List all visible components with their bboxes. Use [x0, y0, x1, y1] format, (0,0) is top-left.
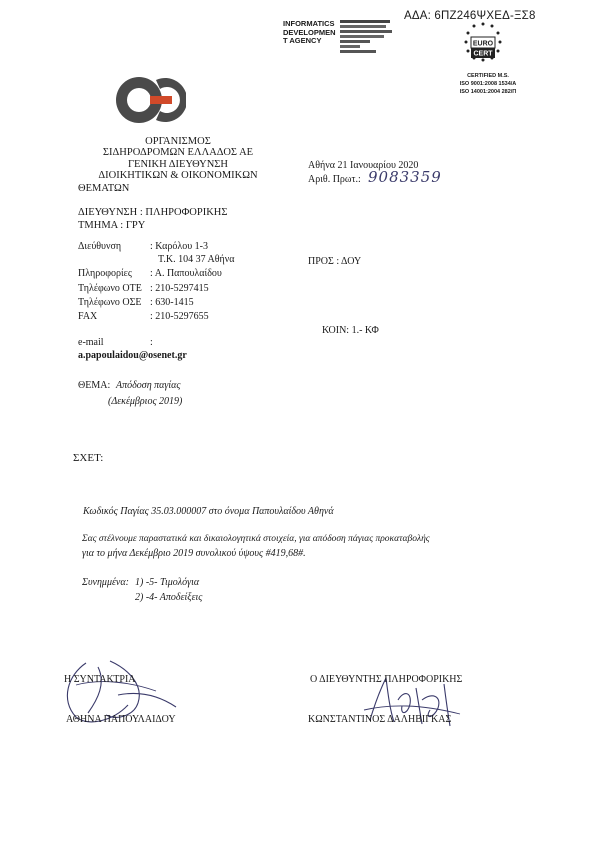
email-colon: : — [150, 337, 153, 348]
subject-line-2: (Δεκέμβριος 2019) — [108, 396, 183, 407]
protocol-number: 9083359 — [368, 168, 442, 186]
organisation-header — [78, 136, 278, 182]
email-label: e-mail — [78, 337, 104, 348]
address-value: : Καρόλου 1-3 — [150, 241, 208, 252]
org-line-3: ΓΕΝΙΚΗ ΔΙΕΥΘΥΝΣΗ — [127, 158, 228, 170]
attachment-1: 1) -5- Τιμολόγια — [135, 577, 200, 588]
phone-ose-label: Τηλέφωνο ΟΣΕ — [78, 297, 142, 308]
agency-line-2: DEVELOPMEN — [283, 27, 336, 37]
org-line-1: ΟΡΓΑΝΙΣΜΟΣ — [145, 136, 211, 147]
right-signatory-role: Ο ΔΙΕΥΘΥΝΤΗΣ ΠΛΗΡΟΦΟΡΙΚΗΣ — [310, 674, 463, 685]
right-signatory-name: ΚΩΝΣΤΑΝΤΙΝΟΣ ΔΑΛΗΒΙΓΚΑΣ — [308, 714, 452, 725]
ada-code: ΑΔΑ: 6ΠΖ246ΨΧΕΔ-ΞΣ8 — [404, 10, 536, 22]
org-line-4: ΔΙΟΙΚΗΤΙΚΩΝ & ΟΙΚΟΝΟΜΙΚΩΝ — [98, 170, 258, 182]
email-link[interactable]: a.papoulaidou@osenet.gr — [78, 350, 187, 361]
attachments-label: Συνημμένα: — [82, 577, 129, 588]
address-value-2: Τ.Κ. 104 37 Αθήνα — [158, 254, 235, 265]
cert-line-3: ISO 14001:2004 282/Π — [459, 89, 517, 95]
left-signatory-role: Η ΣΥΝΤΑΚΤΡΙΑ — [64, 674, 136, 685]
agency-line-1: INFORMATICS — [283, 19, 335, 28]
cc: ΚΟΙΝ: 1.- ΚΦ — [322, 325, 379, 336]
cert-line-2: ISO 9001:2008 1534/Α — [459, 81, 517, 87]
section: ΤΜΗΜΑ : ΓΡΥ — [78, 220, 146, 231]
body-paragraph-2: για το μήνα Δεκέμβριο 2019 συνολικού ύψους #419,68#. — [82, 548, 306, 559]
directorate: ΔΙΕΥΘΥΝΣΗ : ΠΛΗΡΟΦΟΡΙΚΗΣ — [78, 207, 228, 218]
pagia-code-line: Κωδικός Παγίας 35.03.000007 στο όνομα Παπουλαίδου Αθηνά — [83, 506, 334, 517]
body-paragraph-1: Σας στέλνουμε παραστατικά και δικαιολογητικά στοιχεία, για απόδοση πάγιας προκαταβολής — [82, 534, 430, 544]
ose-logo-icon — [112, 73, 186, 127]
agency-name — [283, 20, 336, 46]
certification-list — [448, 72, 528, 96]
phone-ose-value: : 630-1415 — [150, 297, 194, 308]
address-label: Διεύθυνση — [78, 241, 122, 252]
phone-ote-value: : 210-5297415 — [150, 283, 209, 294]
fax-value: : 210-5297655 — [150, 311, 209, 322]
recipient: ΠΡΟΣ : ΔΟΥ — [308, 256, 362, 267]
attachment-2: 2) -4- Αποδείξεις — [135, 592, 203, 603]
letter-date: Αθήνα 21 Ιανουαρίου 2020 — [308, 160, 419, 171]
cert-line-1: CERTIFIED M.S. — [467, 73, 509, 79]
agency-line-3: T AGENCY — [283, 36, 322, 45]
subject-label: ΘΕΜΑ: — [78, 380, 111, 391]
info-label: Πληροφορίες — [78, 268, 132, 279]
info-value: : Α. Παπουλαίδου — [150, 268, 222, 279]
subject-line-1: Απόδοση παγίας — [116, 380, 181, 391]
fax-label: FAX — [78, 311, 98, 322]
cert-logo-top-text: EURO — [472, 40, 494, 48]
left-signatory-name: ΑΘΗΝΑ ΠΑΠΟΥΛΑΙΔΟΥ — [66, 714, 176, 725]
org-line-2: ΣΙΔΗΡΟΔΡΟΜΩΝ ΕΛΛΑΔΟΣ ΑΕ — [102, 147, 254, 159]
org-line-5: ΘΕΜΑΤΩΝ — [78, 183, 130, 194]
reference-label: ΣΧΕΤ: — [73, 452, 104, 464]
phone-ote-label: Τηλέφωνο ΟΤΕ — [78, 283, 142, 294]
agency-fine-print — [340, 19, 392, 53]
protocol-label: Αριθ. Πρωτ.: — [308, 174, 361, 185]
cert-logo-bottom-text: CERT — [473, 50, 493, 58]
eurocert-logo-icon — [448, 18, 518, 78]
